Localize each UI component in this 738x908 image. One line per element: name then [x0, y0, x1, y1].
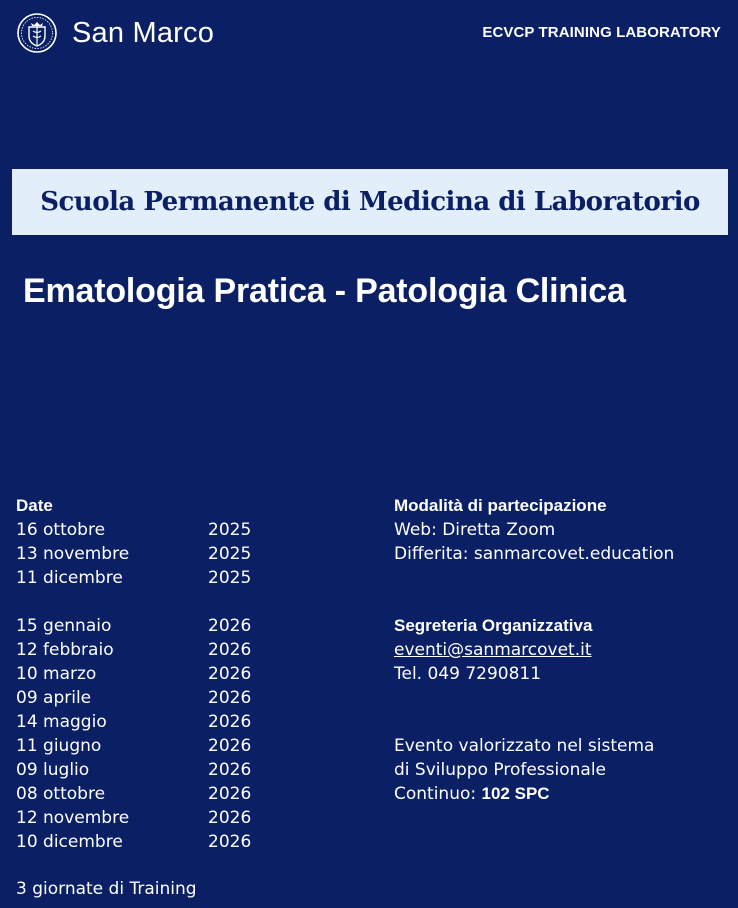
date-day: 10 marzo — [16, 664, 97, 684]
date-day: 09 luglio — [16, 760, 90, 780]
date-row — [16, 782, 276, 806]
date-year: 2026 — [208, 664, 252, 684]
date-year: 2026 — [208, 832, 252, 852]
brand-logo — [16, 12, 214, 54]
date-day: 16 ottobre — [16, 520, 106, 540]
course-title: Ematologia Pratica - Patologia Clinica — [23, 272, 626, 310]
date-row — [16, 566, 276, 590]
secretariat-phone: Tel. 049 7290811 — [394, 664, 542, 684]
date-year: 2026 — [208, 616, 252, 636]
participation-deferred: Differita: sanmarcovet.education — [394, 544, 675, 564]
date-year: 2025 — [208, 544, 252, 564]
secretariat-email-link[interactable]: eventi@sanmarcovet.it — [394, 640, 592, 660]
spacer — [394, 710, 734, 734]
credits-line-3 — [394, 782, 734, 806]
school-banner — [12, 169, 728, 235]
date-year: 2025 — [208, 568, 252, 588]
date-row — [16, 830, 276, 854]
date-row — [16, 710, 276, 734]
date-day: 10 dicembre — [16, 832, 123, 852]
date-year: 2026 — [208, 640, 252, 660]
dates-heading: Date — [16, 496, 53, 515]
participation-heading: Modalità di partecipazione — [394, 496, 607, 515]
credits-value: 102 SPC — [481, 784, 550, 803]
info-section — [394, 494, 734, 806]
credits-line-2: di Sviluppo Professionale — [394, 760, 607, 780]
school-title: Scuola Permanente di Medicina di Laboratorio — [40, 187, 700, 217]
spacer — [394, 590, 734, 614]
lab-label: ECVCP TRAINING LABORATORY — [482, 24, 721, 41]
credits-prefix: Continuo: — [394, 784, 482, 804]
date-row — [16, 734, 276, 758]
date-row — [16, 686, 276, 710]
participation-web: Web: Diretta Zoom — [394, 520, 556, 540]
date-year: 2026 — [208, 736, 252, 756]
date-year: 2026 — [208, 688, 252, 708]
secretariat-heading: Segreteria Organizzativa — [394, 616, 593, 635]
brand-name: San Marco — [72, 16, 215, 49]
date-row — [16, 662, 276, 686]
date-year: 2026 — [208, 760, 252, 780]
spacer — [394, 686, 734, 710]
date-row — [16, 638, 276, 662]
date-day: 13 novembre — [16, 544, 130, 564]
date-row — [16, 518, 276, 542]
date-day: 09 aprile — [16, 688, 92, 708]
date-year: 2026 — [208, 712, 252, 732]
date-day: 08 ottobre — [16, 784, 106, 804]
spacer — [16, 590, 276, 614]
date-row — [16, 806, 276, 830]
date-day: 11 dicembre — [16, 568, 123, 588]
date-row — [16, 758, 276, 782]
date-year: 2026 — [208, 784, 252, 804]
date-row — [16, 542, 276, 566]
date-row — [16, 614, 276, 638]
date-day: 12 febbraio — [16, 640, 114, 660]
date-year: 2026 — [208, 808, 252, 828]
date-day: 15 gennaio — [16, 616, 112, 636]
dates-list-2026 — [16, 614, 276, 854]
dates-section — [16, 494, 276, 854]
date-day: 11 giugno — [16, 736, 102, 756]
dates-list-2025 — [16, 518, 276, 590]
credits-line-1: Evento valorizzato nel sistema — [394, 736, 655, 756]
training-note: 3 giornate di Training — [16, 879, 197, 899]
date-day: 12 novembre — [16, 808, 130, 828]
date-day: 14 maggio — [16, 712, 107, 732]
spacer — [394, 566, 734, 590]
emblem-icon — [16, 12, 58, 54]
date-year: 2025 — [208, 520, 252, 540]
